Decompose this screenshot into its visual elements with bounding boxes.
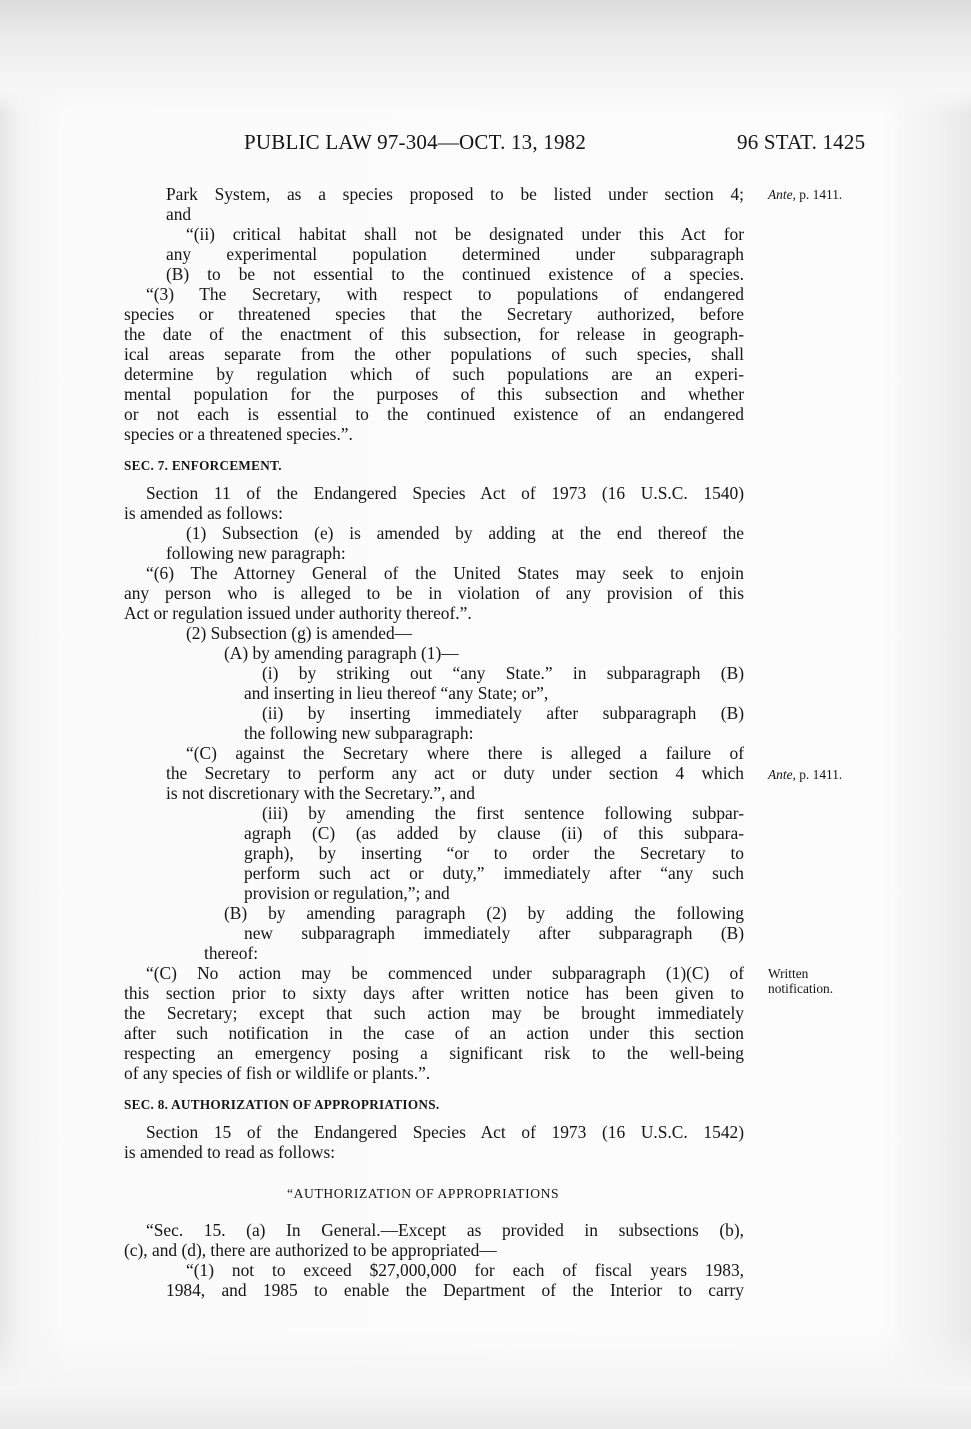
- text-line: and: [166, 204, 192, 224]
- text-line: respecting an emergency posing a significant risk to the well-being: [124, 1043, 744, 1063]
- running-header-title: PUBLIC LAW 97-304—OCT. 13, 1982: [244, 130, 587, 154]
- text-line: (iii) by amending the first sentence following subpar-: [262, 803, 744, 823]
- text-line: is amended to read as follows:: [124, 1142, 336, 1162]
- text-line: determine by regulation which of such populations are an experi-: [124, 364, 744, 384]
- section-heading-7: SEC. 7. ENFORCEMENT.: [124, 458, 282, 473]
- text-line: the date of the enactment of this subsection, for release in geograph-: [124, 324, 744, 344]
- text-line: is not discretionary with the Secretary.”, and: [166, 783, 475, 803]
- text-line: (c), and (d), there are authorized to be appropriated—: [124, 1240, 497, 1260]
- text-line: and inserting in lieu thereof “any State; or”,: [244, 683, 549, 703]
- text-line: species or threatened species that the Secretary authorized, before: [124, 304, 744, 324]
- margin-note-ante-2: Ante, p. 1411.: [768, 767, 843, 782]
- text-line: species or a threatened species.”.: [124, 424, 353, 444]
- text-line: graph), by inserting “or to order the Secretary to: [244, 843, 744, 863]
- text-line: the Secretary; except that such action may be brought immediately: [124, 1003, 744, 1023]
- section-heading-8: SEC. 8. AUTHORIZATION OF APPROPRIATIONS.: [124, 1097, 440, 1112]
- text-line: (2) Subsection (g) is amended—: [186, 623, 413, 643]
- text-line: (i) by striking out “any State.” in subparagraph (B): [262, 663, 744, 683]
- text-line: is amended as follows:: [124, 503, 283, 523]
- text-line: ical areas separate from the other populations of such species, shall: [124, 344, 744, 364]
- text-line: Section 15 of the Endangered Species Act of 1973 (16 U.S.C. 1542): [146, 1122, 744, 1142]
- text-line: (ii) by inserting immediately after subparagraph (B): [262, 703, 744, 723]
- text-line: mental population for the purposes of this subsection and whether: [124, 384, 744, 404]
- text-line: “(3) The Secretary, with respect to populations of endangered: [146, 284, 744, 304]
- text-line: “(C) against the Secretary where there is alleged a failure of: [186, 743, 744, 763]
- text-line: any person who is alleged to be in violation of any provision of this: [124, 583, 744, 603]
- running-header-stat: 96 STAT. 1425: [737, 130, 866, 154]
- text-line: “(C) No action may be commenced under subparagraph (1)(C) of: [146, 963, 744, 983]
- text-line: agraph (C) (as added by clause (ii) of this subpara-: [244, 823, 744, 843]
- margin-note-ante-1: Ante, p. 1411.: [768, 187, 843, 202]
- text-line: any experimental population determined under subparagraph: [166, 244, 744, 264]
- subheading-authorization: “AUTHORIZATION OF APPROPRIATIONS: [287, 1186, 560, 1201]
- text-line: Park System, as a species proposed to be listed under section 4;: [166, 184, 744, 204]
- scan-shadow-top: [0, 0, 971, 115]
- text-line: (1) Subsection (e) is amended by adding at the end thereof the: [186, 523, 744, 543]
- text-line: (A) by amending paragraph (1)—: [224, 643, 459, 663]
- text-line: “(1) not to exceed $27,000,000 for each of fiscal years 1983,: [186, 1260, 744, 1280]
- text-line: (B) to be not essential to the continued existence of a species.: [166, 264, 744, 284]
- text-line: new subparagraph immediately after subparagraph (B): [244, 923, 744, 943]
- text-line: 1984, and 1985 to enable the Department of the Interior to carry: [166, 1280, 744, 1300]
- text-line: “(ii) critical habitat shall not be designated under this Act for: [186, 224, 744, 244]
- text-line: Section 11 of the Endangered Species Act of 1973 (16 U.S.C. 1540): [146, 483, 744, 503]
- text-line: this section prior to sixty days after written notice has been given to: [124, 983, 744, 1003]
- text-line: “(6) The Attorney General of the United States may seek to enjoin: [146, 563, 744, 583]
- text-line: perform such act or duty,” immediately after “any such: [244, 863, 744, 883]
- text-line: provision or regulation,”; and: [244, 883, 450, 903]
- text-line: “Sec. 15. (a) In General.—Except as provided in subsections (b),: [146, 1220, 744, 1240]
- margin-note-written-notification: Written notification.: [768, 966, 834, 996]
- text-line: the following new subparagraph:: [244, 723, 474, 743]
- text-line: or not each is essential to the continued existence of an endangered: [124, 404, 744, 424]
- text-line: of any species of fish or wildlife or plants.”.: [124, 1063, 431, 1083]
- text-line: after such notification in the case of an action under this section: [124, 1023, 744, 1043]
- scan-shadow-bottom: [0, 1329, 971, 1429]
- text-line: (B) by amending paragraph (2) by adding the following: [224, 903, 744, 923]
- text-line: following new paragraph:: [166, 543, 346, 563]
- text-line: Act or regulation issued under authority thereof.”.: [124, 603, 472, 623]
- text-line: thereof:: [204, 943, 259, 963]
- text-line: the Secretary to perform any act or duty under section 4 which: [166, 763, 744, 783]
